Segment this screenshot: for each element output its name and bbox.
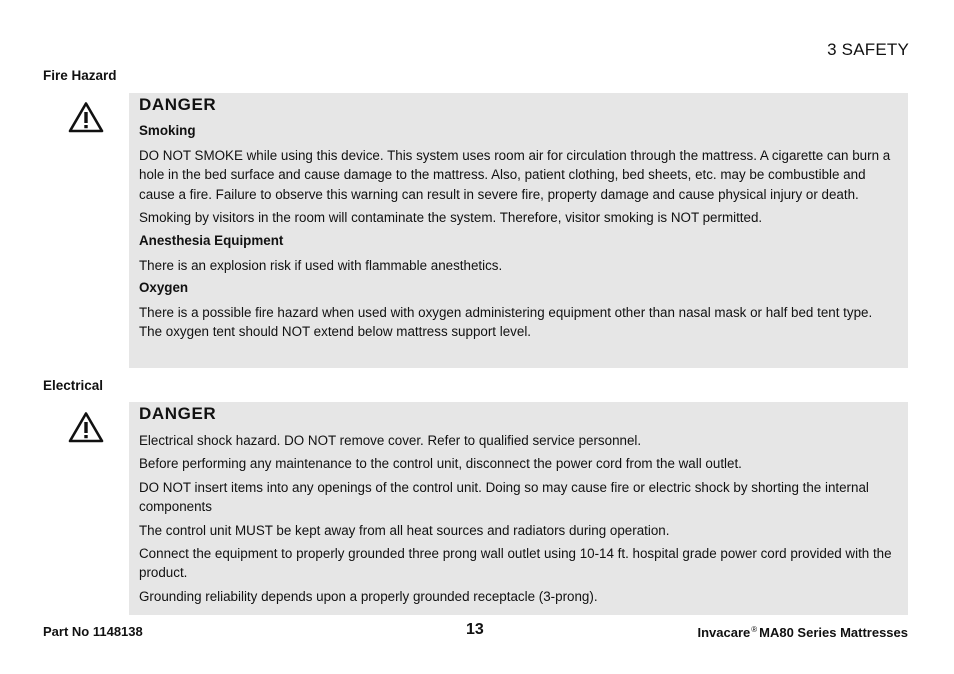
danger-paragraph: There is an explosion risk if used with flammable anesthetics.: [139, 257, 503, 273]
danger-label: DANGER: [139, 95, 217, 114]
section-heading-fire-hazard: Fire Hazard: [43, 68, 117, 83]
danger-paragraph: Electrical shock hazard. DO NOT remove cover. Refer to qualified service personnel.: [139, 433, 642, 448]
danger-box-electrical: [129, 402, 908, 615]
danger-label: DANGER: [139, 404, 217, 423]
danger-paragraph: Connect the equipment to properly grounded three prong wall outlet using 10-14 ft. hospital grade power cord provided with the product.: [139, 546, 892, 581]
danger-paragraph: Smoking by visitors in the room will contaminate the system. Therefore, visitor smoking is NOT permitted.: [139, 210, 763, 226]
product-name: MA80 Series Mattresses: [759, 625, 908, 640]
brand-name: Invacare: [697, 625, 751, 640]
warning-triangle-icon: [68, 411, 104, 443]
danger-subheading: Smoking: [139, 123, 196, 138]
danger-paragraph: Before performing any maintenance to the control unit, disconnect the power cord from the wall outlet.: [139, 456, 742, 472]
danger-paragraph: Grounding reliability depends upon a properly grounded receptacle (3-prong).: [139, 588, 598, 604]
danger-paragraph: DO NOT SMOKE while using this device. This system uses room air for circulation through the mattress. A cigarette can burn a hole in the bed surface and cause damage to the mattress. Also, patient clothing, bed sheets, etc. may be combustible and cause a fire. Failure to observe this warning can result in severe fire, property damage and cause physical injury or death.: [139, 148, 891, 202]
danger-box-fire-hazard: [129, 93, 908, 368]
page-number: 13: [466, 621, 484, 638]
warning-triangle-icon: [68, 101, 104, 133]
danger-subheading: Anesthesia Equipment: [139, 232, 284, 248]
section-heading-electrical: Electrical: [43, 378, 104, 393]
danger-paragraph: DO NOT insert items into any openings of the control unit. Doing so may cause fire or electric shock by shorting the internal components: [139, 479, 869, 515]
footer-product-name: [697, 625, 908, 640]
danger-subheading: Oxygen: [139, 280, 189, 296]
footer-part-number: Part No 1148138: [43, 624, 143, 639]
danger-paragraph: There is a possible fire hazard when used with oxygen administering equipment other than nasal mask or half bed tent type. The oxygen tent should NOT extend below mattress support level.: [139, 305, 873, 340]
registered-mark: ®: [751, 625, 758, 634]
chapter-title: 3 SAFETY: [827, 40, 909, 59]
danger-paragraph: The control unit MUST be kept away from all heat sources and radiators during operation.: [139, 522, 670, 538]
